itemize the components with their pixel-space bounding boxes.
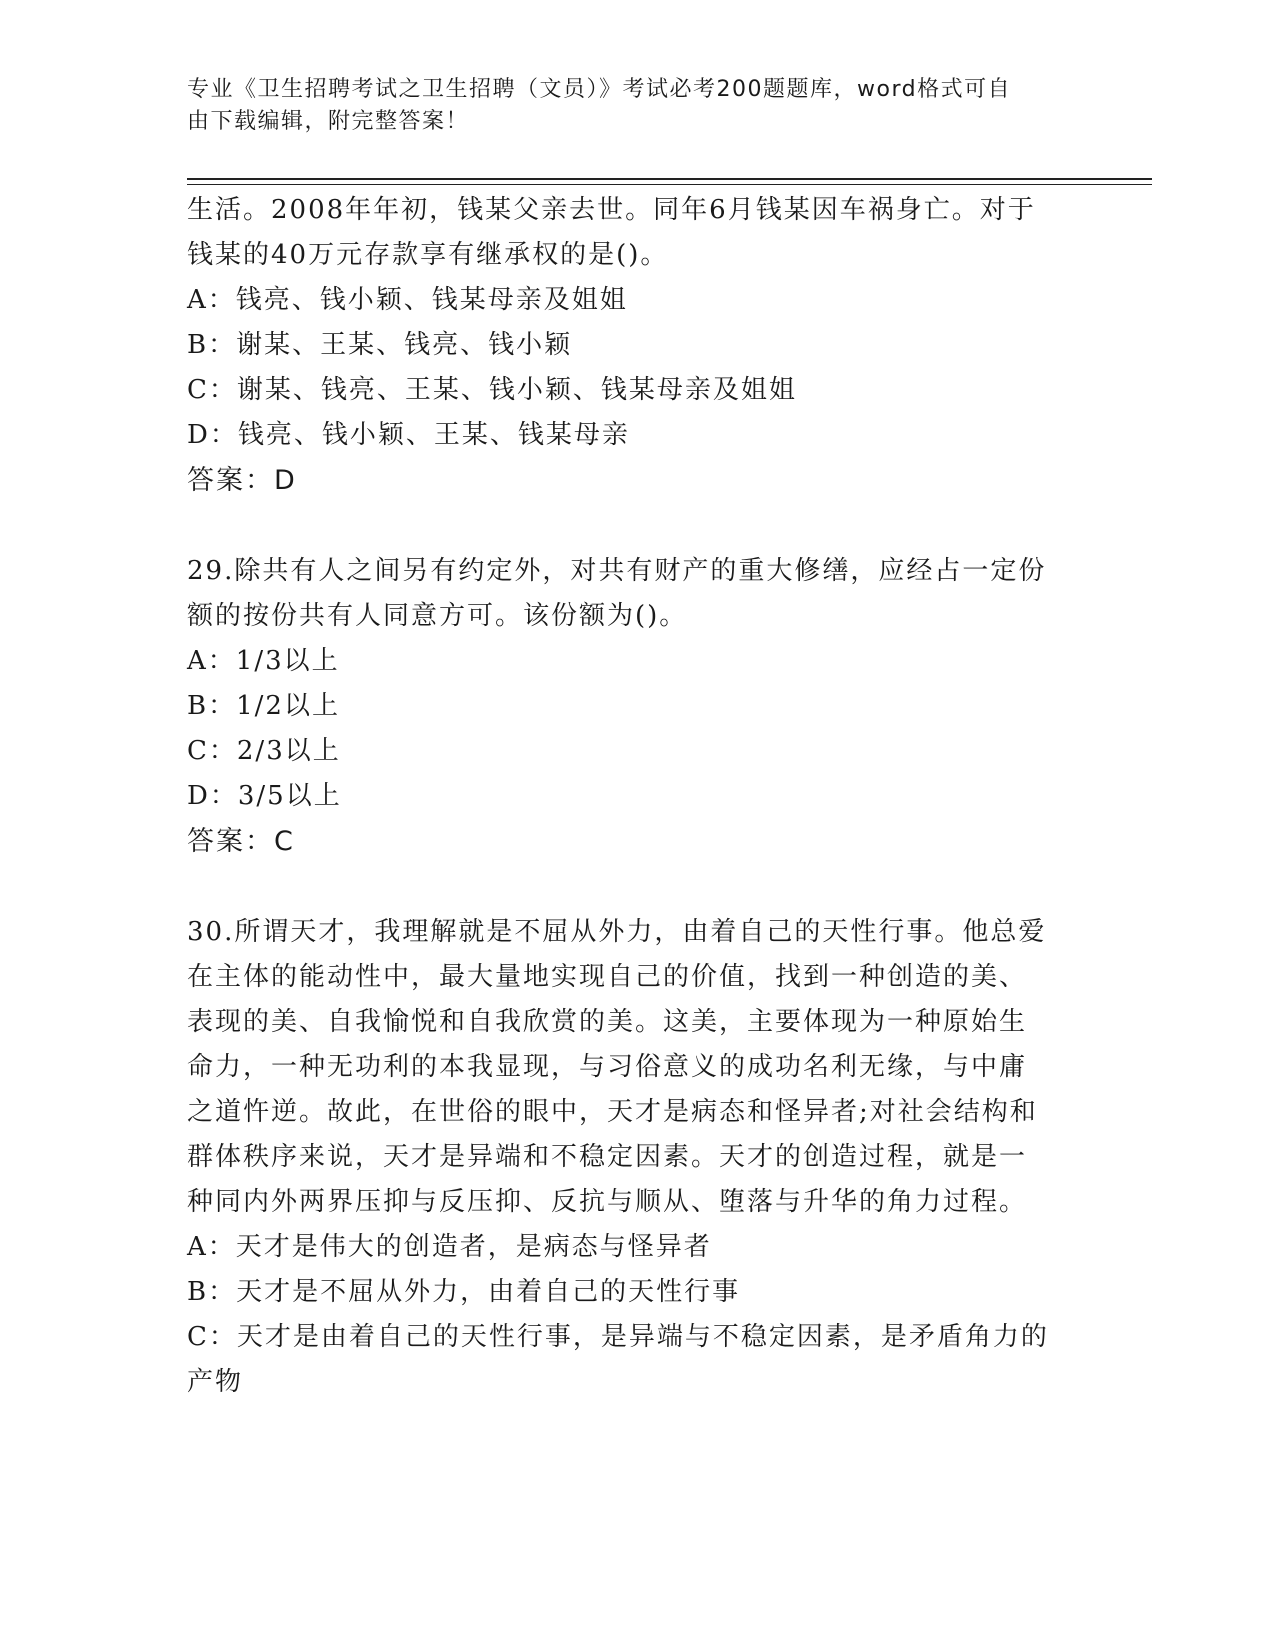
option-b: B：1/2以上 xyxy=(187,691,340,721)
question-stem-line: 之道忤逆。故此，在世俗的眼中，天才是病态和怪异者;对社会结构和 xyxy=(187,1097,1038,1127)
question-28 xyxy=(187,188,1077,503)
option-a: A：天才是伟大的创造者，是病态与怪异者 xyxy=(187,1232,712,1262)
question-stem-line: 30.所谓天才，我理解就是不屈从外力，由着自己的天性行事。他总爱 xyxy=(187,917,1047,947)
question-stem-line: 表现的美、自我愉悦和自我欣赏的美。这美，主要体现为一种原始生 xyxy=(187,1007,1028,1037)
question-29 xyxy=(187,549,1077,864)
option-a: A：钱亮、钱小颖、钱某母亲及姐姐 xyxy=(187,285,628,315)
option-b: B：谢某、王某、钱亮、钱小颖 xyxy=(187,330,573,360)
question-stem-line: 29.除共有人之间另有约定外，对共有财产的重大修缮，应经占一定份 xyxy=(187,556,1047,586)
question-stem-line: 群体秩序来说，天才是异端和不稳定因素。天才的创造过程，就是一 xyxy=(187,1142,1028,1172)
question-stem-line: 额的按份共有人同意方可。该份额为()。 xyxy=(187,601,688,631)
question-stem-line: 命力，一种无功利的本我显现，与习俗意义的成功名利无缘，与中庸 xyxy=(187,1052,1028,1082)
header-divider-thick xyxy=(187,178,1152,180)
option-a: A：1/3以上 xyxy=(187,646,340,676)
question-stem-line: 在主体的能动性中，最大量地实现自己的价值，找到一种创造的美、 xyxy=(187,962,1028,992)
header-divider-thin xyxy=(187,184,1152,185)
option-d: D：3/5以上 xyxy=(187,781,342,811)
question-stem-line: 生活。2008年年初，钱某父亲去世。同年6月钱某因车祸身亡。对于 xyxy=(187,195,1036,225)
answer: 答案：C xyxy=(187,826,295,857)
header-line-2: 由下载编辑，附完整答案！ xyxy=(187,109,470,134)
option-c: C：天才是由着自己的天性行事，是异端与不稳定因素，是矛盾角力的 xyxy=(187,1322,1049,1352)
question-stem-line: 种同内外两界压抑与反压抑、反抗与顺从、堕落与升华的角力过程。 xyxy=(187,1187,1028,1217)
question-spacer xyxy=(187,503,1077,549)
question-30 xyxy=(187,910,1077,1405)
option-c: C：谢某、钱亮、王某、钱小颖、钱某母亲及姐姐 xyxy=(187,375,797,405)
question-stem-line: 钱某的40万元存款享有继承权的是()。 xyxy=(187,240,669,270)
document-body xyxy=(187,188,1077,1405)
option-c-continued: 产物 xyxy=(187,1367,244,1397)
option-b: B：天才是不屈从外力，由着自己的天性行事 xyxy=(187,1277,741,1307)
option-c: C：2/3以上 xyxy=(187,736,341,766)
header-line-1: 专业《卫生招聘考试之卫生招聘（文员）》考试必考200题题库，word格式可自 xyxy=(187,77,1012,102)
answer: 答案：D xyxy=(187,465,297,496)
document-header xyxy=(187,74,1067,138)
question-spacer xyxy=(187,864,1077,910)
option-d: D：钱亮、钱小颖、王某、钱某母亲 xyxy=(187,420,630,450)
